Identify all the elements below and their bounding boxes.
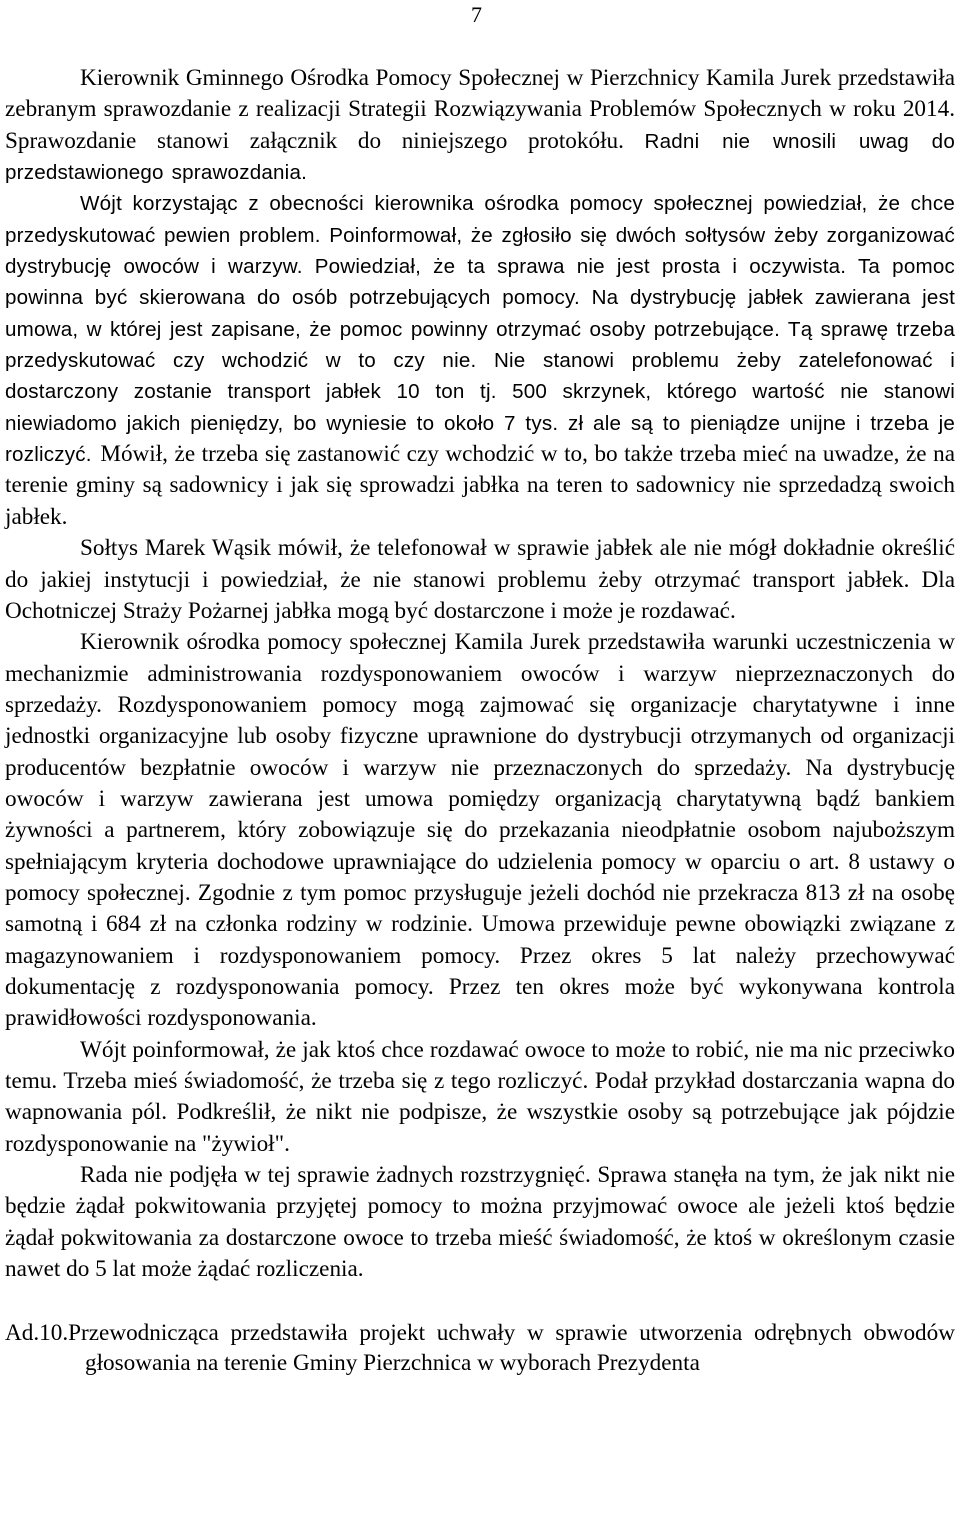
text-segment: Wójt korzystając z obecności kierownika ośrodka pomocy społecznej powiedział, że chce przedyskutować pewien problem. Poinformował, że zgłosiło się dwóch sołtysów żeby zorganizować dystrybucję owoców i warzyw. Powiedział, że ta sprawa nie jest prosta i oczywista. Ta pomoc powinna być skierowana do osób potrzebujących pomocy. Na dystrybucję jabłek zawierana jest umowa, w której jest zapisane, że pomoc powinny otrzymać osoby potrzebujące. Tą sprawę trzeba przedyskutować czy wchodzić w to czy nie. Nie stanowi problemu żeby zatelefonować i dostarczony zostanie transport jabłek 10 ton tj. 500 skrzynek, którego wartość nie stanowi niewiadomo jakich pieniędzy, bo wyniesie to około 7 tys. zł ale są to pieniądze unijne i trzeba je rozliczyć. <box>5 192 955 467</box>
agenda-item-label: Ad.10. <box>5 1320 69 1347</box>
paragraph-council-decision <box>5 1160 955 1285</box>
text-segment: Kierownik ośrodka pomocy społecznej Kamila Jurek przedstawiła warunki uczestniczenia w mechanizmie administrowania rozdysponowaniem owoców i warzyw nieprzeznaczonych do sprzedaży. Rozdysponowaniem pomocy mogą zajmować się organizacje charytatywne i inne jednostki organizacyjne lub osoby fizyczne uprawnione do dystrybucji otrzymanych od organizacji producentów bezpłatnie owoców i warzyw nie przeznaczonych do sprzedaży. Na dystrybucję owoców i warzyw zawierana jest umowa pomiędzy organizacją charytatywną bądź bankiem żywności a partnerem, który zobowiązuje się do przekazania nieodpłatnie osobom najuboższym spełniającym kryteria dochodowe uprawniające do udzielenia pomocy w oparciu o art. 8 ustawy o pomocy społecznej. Zgodnie z tym pomoc przysługuje jeżeli dochód nie przekracza 813 zł na osobę samotną i 684 zł na członka rodziny w rodzinie. Umowa przewiduje pewne obowiązki związane z magazynowaniem i rozdysponowaniem pomocy. Przez okres 5 lat należy przechowywać dokumentację z rozdysponowania pomocy. Przez ten okres może być wykonywana kontrola prawidłowości rozdysponowania. <box>5 629 955 1032</box>
text-segment: Kierownik Gminnego Ośrodka Pomocy Społecznej w Pierzchnicy Kamila Jurek przedstawiła zebranym sprawozdanie z realizacji Strategii Rozwiązywania Problemów Społecznych w roku 2014. Sprawozdanie stanowi załącznik do niniejszego protokółu. <box>5 65 955 154</box>
agenda-item-text: Przewodnicząca przedstawiła projekt uchwały w sprawie utworzenia odrębnych obwodów głosowania na terenie Gminy Pierzchnica w wyborach Prezydenta <box>68 1320 955 1377</box>
paragraph-wojt-informs <box>5 1035 955 1160</box>
text-segment: Sołtys Marek Wąsik mówił, że telefonował w sprawie jabłek ale nie mógł dokładnie określić do jakiej instytucji i powiedział, że nie stanowi problemu żeby otrzymać transport jabłek. Dla Ochotniczej Straży Pożarnej jabłka mogą być dostarczone i może je rozdawać. <box>5 535 955 624</box>
page-number: 7 <box>471 2 482 27</box>
text-segment: Wójt poinformował, że jak ktoś chce rozdawać owoce to może to robić, nie ma nic przeciwko temu. Trzeba mieś świadomość, że trzeba się z tego rozliczyć. Podał przykład dostarczania wapna do wapnowania pól. Podkreślił, że nikt nie podpisze, że wszystkie osoby są potrzebujące jak pójdzie rozdysponowanie na "żywioł". <box>5 1036 955 1157</box>
paragraph-ops-report <box>5 63 955 188</box>
paragraph-kierownik-conditions <box>5 627 955 1034</box>
document-body <box>5 63 955 1402</box>
paragraph-soltys <box>5 533 955 627</box>
text-segment: Rada nie podjęła w tej sprawie żadnych rozstrzygnięć. Sprawa stanęła na tym, że jak nikt nie będzie żądał pokwitowania przyjętej pomocy to można przyjmować owoce ale jeżeli ktoś będzie żądał pokwitowania za dostarczone owoce to trzeba mieść świadomość, że ktoś w określonym czasie nawet do 5 lat może żądać rozliczenia. <box>5 1162 955 1283</box>
paragraph-wojt-discussion <box>5 188 955 533</box>
text-segment: Radni nie wnosili uwag do przedstawionego sprawozdania. <box>5 129 955 185</box>
text-segment: Mówił, że trzeba się zastanowić czy wchodzić w to, bo także trzeba mieć na uwadze, że na terenie gminy są sadownicy i jak się sprowadzi jabłka na teren to sadownicy nie sprzedadzą swoich jabłek. <box>5 441 955 530</box>
agenda-item <box>5 1318 955 1378</box>
